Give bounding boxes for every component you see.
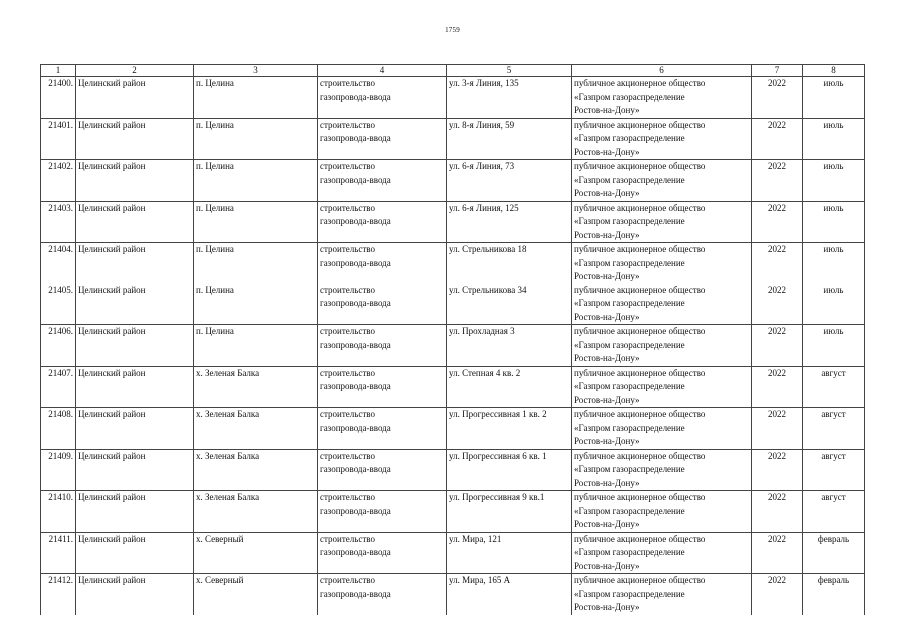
column-number: 2 [76, 65, 194, 77]
region-cell: Целинский район [76, 201, 194, 243]
address-cell: ул. Мира, 165 А [447, 574, 572, 615]
table-row [41, 243, 865, 284]
year-cell: 2022 [752, 243, 803, 284]
region-cell: Целинский район [76, 408, 194, 450]
locality-cell: п. Целина [194, 325, 318, 367]
organization-cell-line: «Газпром газораспределение [574, 91, 685, 102]
row-number: 21408. [41, 408, 76, 450]
year-cell: 2022 [752, 408, 803, 450]
address-cell: ул. Стрельникова 34 [447, 284, 572, 325]
month-cell: февраль [803, 532, 865, 574]
work-type-cell-line: строительство [320, 326, 375, 336]
table-row [41, 532, 865, 574]
work-type-cell-line: газопровода-ввода [320, 339, 391, 350]
organization-cell-line: Ростов-на-Дону» [574, 560, 640, 571]
column-number: 4 [318, 65, 447, 77]
organization-cell-line: «Газпром газораспределение [574, 547, 685, 557]
organization-cell-line: Ростов-на-Дону» [574, 271, 640, 281]
organization-cell [572, 366, 752, 408]
row-number: 21402. [41, 160, 76, 202]
organization-cell-line: Ростов-на-Дону» [574, 602, 640, 612]
address-cell: ул. Прохладная 3 [447, 325, 572, 367]
work-type-cell [318, 118, 447, 160]
locality-cell: п. Целина [194, 284, 318, 325]
organization-cell-line: Ростов-на-Дону» [574, 105, 640, 115]
work-type-cell-line: газопровода-ввода [320, 422, 391, 433]
organization-cell-line: Ростов-на-Дону» [574, 353, 640, 363]
year-cell: 2022 [752, 77, 803, 119]
table-row [41, 284, 865, 325]
work-type-cell [318, 201, 447, 243]
organization-cell-line: «Газпром газораспределение [574, 464, 685, 474]
table-row [41, 160, 865, 202]
work-type-cell-line: газопровода-ввода [320, 298, 391, 308]
organization-cell-line: «Газпром газораспределение [574, 588, 685, 599]
month-cell: июль [803, 77, 865, 119]
organization-cell-line: «Газпром газораспределение [574, 216, 685, 226]
organization-cell [572, 532, 752, 574]
year-cell: 2022 [752, 284, 803, 325]
work-type-cell-line: строительство [320, 244, 375, 254]
organization-cell-line: «Газпром газораспределение [574, 381, 685, 391]
locality-cell: п. Целина [194, 201, 318, 243]
region-cell: Целинский район [76, 532, 194, 574]
organization-cell-line: публичное акционерное общество [574, 202, 706, 213]
organization-cell [572, 284, 752, 325]
region-cell: Целинский район [76, 77, 194, 119]
year-cell: 2022 [752, 574, 803, 615]
page-number: 1759 [445, 26, 460, 34]
work-type-cell-line: газопровода-ввода [320, 588, 391, 599]
locality-cell: п. Целина [194, 118, 318, 160]
month-cell: июль [803, 160, 865, 202]
work-type-cell-line: строительство [320, 450, 375, 461]
column-number: 1 [41, 65, 76, 77]
address-cell: ул. Мира, 121 [447, 532, 572, 574]
work-type-cell [318, 77, 447, 119]
organization-cell [572, 77, 752, 119]
row-number: 21412. [41, 574, 76, 615]
row-number: 21410. [41, 491, 76, 533]
address-cell: ул. 3-я Линия, 135 [447, 77, 572, 119]
row-number: 21406. [41, 325, 76, 367]
organization-cell-line: публичное акционерное общество [574, 78, 706, 88]
work-type-cell-line: газопровода-ввода [320, 257, 391, 268]
organization-cell-line: Ростов-на-Дону» [574, 394, 640, 405]
organization-cell-line: Ростов-на-Дону» [574, 436, 640, 446]
month-cell: июль [803, 325, 865, 367]
organization-cell [572, 325, 752, 367]
row-number: 21407. [41, 366, 76, 408]
work-type-cell [318, 160, 447, 202]
organization-cell-line: публичное акционерное общество [574, 161, 706, 171]
row-number: 21403. [41, 201, 76, 243]
month-cell: август [803, 408, 865, 450]
work-type-cell-line: газопровода-ввода [320, 505, 391, 516]
organization-cell [572, 449, 752, 491]
locality-cell: х. Зеленая Балка [194, 366, 318, 408]
region-cell: Целинский район [76, 574, 194, 615]
locality-cell: х. Зеленая Балка [194, 449, 318, 491]
year-cell: 2022 [752, 366, 803, 408]
month-cell: август [803, 491, 865, 533]
column-number: 5 [447, 65, 572, 77]
organization-cell-line: Ростов-на-Дону» [574, 188, 640, 198]
organization-cell-line: публичное акционерное общество [574, 450, 706, 461]
table-row [41, 408, 865, 450]
year-cell: 2022 [752, 532, 803, 574]
table-row [41, 366, 865, 408]
organization-cell-line: Ростов-на-Дону» [574, 146, 640, 157]
organization-cell-line: Ростов-на-Дону» [574, 519, 640, 529]
row-number: 21411. [41, 532, 76, 574]
organization-cell [572, 491, 752, 533]
work-type-cell-line: газопровода-ввода [320, 464, 391, 474]
table-row [41, 325, 865, 367]
work-type-cell-line: строительство [320, 202, 375, 213]
year-cell: 2022 [752, 201, 803, 243]
work-type-cell-line: газопровода-ввода [320, 547, 391, 557]
locality-cell: х. Зеленая Балка [194, 491, 318, 533]
address-cell: ул. Степная 4 кв. 2 [447, 366, 572, 408]
organization-cell-line: публичное акционерное общество [574, 326, 706, 336]
organization-cell-line: Ростов-на-Дону» [574, 311, 640, 322]
address-cell: ул. Прогрессивная 9 кв.1 [447, 491, 572, 533]
work-type-cell [318, 491, 447, 533]
work-type-cell-line: строительство [320, 533, 375, 544]
column-number: 6 [572, 65, 752, 77]
region-cell: Целинский район [76, 449, 194, 491]
work-type-cell [318, 532, 447, 574]
table-row [41, 574, 865, 615]
organization-cell [572, 408, 752, 450]
month-cell: июль [803, 201, 865, 243]
organization-cell-line: публичное акционерное общество [574, 367, 706, 378]
work-type-cell-line: строительство [320, 575, 375, 585]
column-number: 3 [194, 65, 318, 77]
work-type-cell-line: газопровода-ввода [320, 133, 391, 143]
month-cell: август [803, 449, 865, 491]
table-row [41, 491, 865, 533]
organization-cell-line: публичное акционерное общество [574, 284, 706, 295]
row-number: 21400. [41, 77, 76, 119]
address-cell: ул. Стрельникова 18 [447, 243, 572, 284]
work-type-cell [318, 243, 447, 284]
locality-cell: х. Зеленая Балка [194, 408, 318, 450]
work-type-cell-line: газопровода-ввода [320, 216, 391, 226]
address-cell: ул. 8-я Линия, 59 [447, 118, 572, 160]
region-cell: Целинский район [76, 118, 194, 160]
organization-cell [572, 243, 752, 284]
locality-cell: п. Целина [194, 77, 318, 119]
work-type-cell-line: строительство [320, 161, 375, 171]
month-cell: июль [803, 118, 865, 160]
organization-cell [572, 160, 752, 202]
organization-cell-line: «Газпром газораспределение [574, 174, 685, 185]
organization-cell-line: «Газпром газораспределение [574, 257, 685, 268]
year-cell: 2022 [752, 491, 803, 533]
table-row [41, 118, 865, 160]
row-number: 21405. [41, 284, 76, 325]
locality-cell: х. Северный [194, 574, 318, 615]
work-type-cell [318, 366, 447, 408]
organization-cell [572, 118, 752, 160]
work-type-cell [318, 449, 447, 491]
organization-cell-line: Ростов-на-Дону» [574, 229, 640, 240]
year-cell: 2022 [752, 325, 803, 367]
organization-cell-line: публичное акционерное общество [574, 492, 706, 502]
locality-cell: п. Целина [194, 160, 318, 202]
work-type-cell-line: строительство [320, 367, 375, 378]
year-cell: 2022 [752, 118, 803, 160]
address-cell: ул. Прогрессивная 1 кв. 2 [447, 408, 572, 450]
organization-cell-line: «Газпром газораспределение [574, 505, 685, 516]
region-cell: Целинский район [76, 491, 194, 533]
organization-cell-line: публичное акционерное общество [574, 575, 706, 585]
column-number-row [41, 65, 865, 77]
work-type-cell-line: строительство [320, 492, 375, 502]
work-type-cell [318, 408, 447, 450]
work-type-cell-line: газопровода-ввода [320, 174, 391, 185]
month-cell: февраль [803, 574, 865, 615]
region-cell: Целинский район [76, 366, 194, 408]
work-type-cell-line: строительство [320, 284, 375, 295]
organization-cell-line: «Газпром газораспределение [574, 339, 685, 350]
column-number: 7 [752, 65, 803, 77]
work-type-cell-line: строительство [320, 78, 375, 88]
work-type-cell-line: газопровода-ввода [320, 381, 391, 391]
organization-cell-line: «Газпром газораспределение [574, 422, 685, 433]
row-number: 21404. [41, 243, 76, 284]
work-type-cell [318, 325, 447, 367]
work-type-cell-line: строительство [320, 409, 375, 419]
year-cell: 2022 [752, 160, 803, 202]
address-cell: ул. Прогрессивная 6 кв. 1 [447, 449, 572, 491]
register-table [40, 64, 865, 615]
row-number: 21409. [41, 449, 76, 491]
organization-cell-line: публичное акционерное общество [574, 409, 706, 419]
column-number: 8 [803, 65, 865, 77]
region-cell: Целинский район [76, 160, 194, 202]
organization-cell-line: «Газпром газораспределение [574, 298, 685, 308]
work-type-cell [318, 284, 447, 325]
organization-cell-line: Ростов-на-Дону» [574, 477, 640, 488]
locality-cell: х. Северный [194, 532, 318, 574]
region-cell: Целинский район [76, 243, 194, 284]
table-row [41, 449, 865, 491]
address-cell: ул. 6-я Линия, 125 [447, 201, 572, 243]
organization-cell-line: публичное акционерное общество [574, 119, 706, 130]
organization-cell-line: публичное акционерное общество [574, 244, 706, 254]
organization-cell-line: «Газпром газораспределение [574, 133, 685, 143]
locality-cell: п. Целина [194, 243, 318, 284]
work-type-cell-line: газопровода-ввода [320, 91, 391, 102]
row-number: 21401. [41, 118, 76, 160]
work-type-cell [318, 574, 447, 615]
organization-cell [572, 574, 752, 615]
organization-cell [572, 201, 752, 243]
region-cell: Целинский район [76, 325, 194, 367]
month-cell: июль [803, 284, 865, 325]
table-row [41, 77, 865, 119]
region-cell: Целинский район [76, 284, 194, 325]
table-row [41, 201, 865, 243]
month-cell: август [803, 366, 865, 408]
year-cell: 2022 [752, 449, 803, 491]
month-cell: июль [803, 243, 865, 284]
address-cell: ул. 6-я Линия, 73 [447, 160, 572, 202]
work-type-cell-line: строительство [320, 119, 375, 130]
organization-cell-line: публичное акционерное общество [574, 533, 706, 544]
